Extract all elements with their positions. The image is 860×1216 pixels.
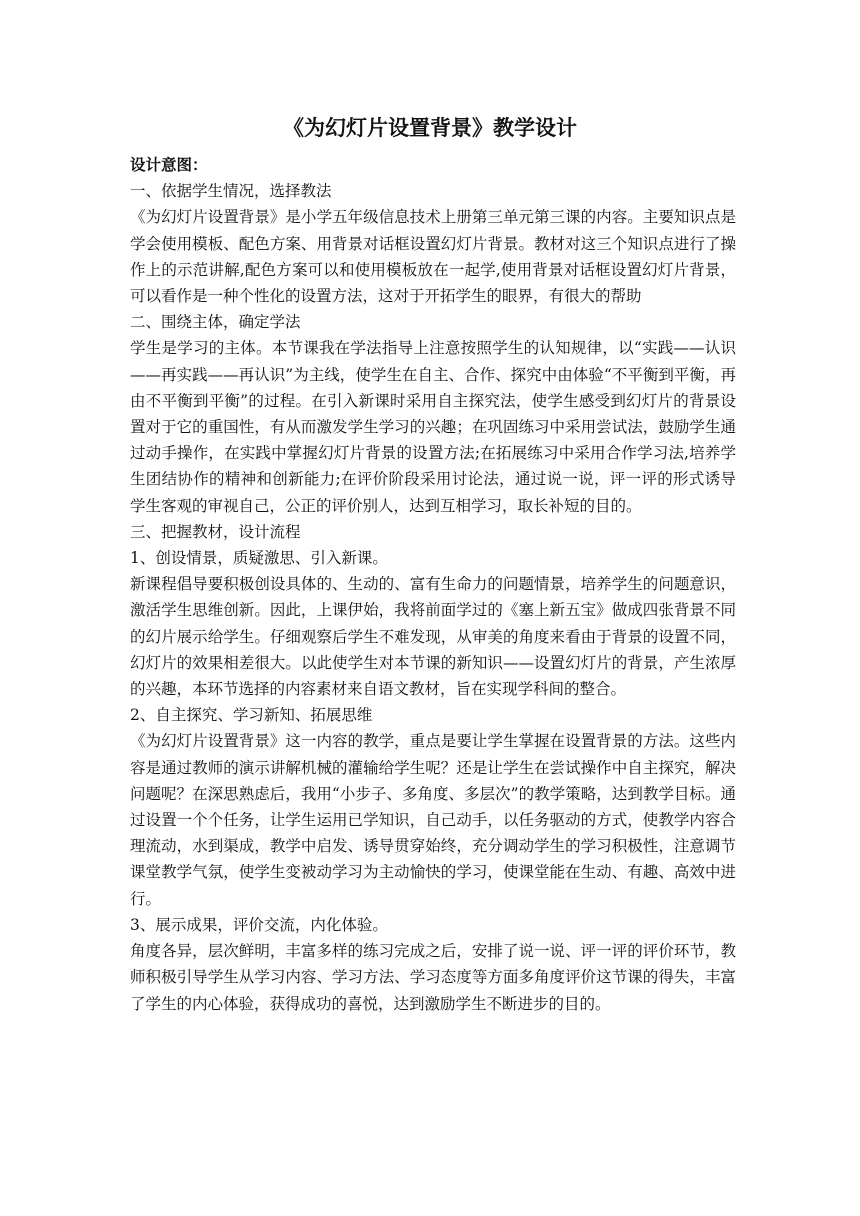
step-heading: 3、展示成果，评价交流，内化体验。 bbox=[130, 915, 388, 934]
step-heading: 1、创设情景，质疑激思、引入新课。 bbox=[130, 549, 388, 568]
section-heading: 二、围绕主体，确定学法 bbox=[130, 313, 301, 332]
intent-heading: 设计意图： bbox=[130, 155, 208, 174]
document-title: 《为幻灯片设置背景》教学设计 bbox=[283, 115, 577, 140]
step-paragraph: 角度各异，层次鲜明，丰富多样的练习完成之后，安排了说一说、评一评的评价环节，教师积极引导学生从学习内容、学习方法、学习态度等方面多角度评价这节课的得失，丰富了学生的内心体验，获得成功的喜悦，达到激励学生不断进步的目的。 bbox=[130, 942, 736, 1013]
step-paragraph: 新课程倡导要积极创设具体的、生动的、富有生命力的问题情景，培养学生的问题意识，激活学生思维创新。因此，上课伊始，我将前面学过的《塞上新五宝》做成四张背景不同的幻片展示给学生。仔细观察后学生不难发现，从审美的角度来看由于背景的设置不同，幻灯片的效果相差很大。以此使学生对本节课的新知识——设置幻灯片的背景，产生浓厚的兴趣，本环节选择的内容素材来自语文教材，旨在实现学科间的整合。 bbox=[130, 575, 736, 699]
section-heading: 三、把握教材，设计流程 bbox=[130, 522, 301, 541]
step-paragraph: 《为幻灯片设置背景》这一内容的教学，重点是要让学生掌握在设置背景的方法。这些内容是通过教师的演示讲解机械的灌输给学生呢？还是让学生在尝试操作中自主探究，解决问题呢？在深思熟虑后，我用“小步子、多角度、多层次”的教学策略，达到教学目标。通过设置一个个任务，让学生运用已学知识，自己动手，以任务驱动的方式，使教学内容合理流动，水到渠成，教学中启发、诱导贯穿始终，充分调动学生的学习积极性，注意调节课堂教学气氛，使学生变被动学习为主动愉快的学习，使课堂能在生动、有趣、高效中进行。 bbox=[130, 732, 736, 908]
section-paragraph: 《为幻灯片设置背景》是小学五年级信息技术上册第三单元第三课的内容。主要知识点是学会使用模板、配色方案、用背景对话框设置幻灯片背景。教材对这三个知识点进行了操作上的示范讲解,配色方案可以和使用模板放在一起学,使用背景对话框设置幻灯片背景，可以看作是一种个性化的设置方法，这对于开拓学生的眼界，有很大的帮助 bbox=[130, 208, 736, 306]
document-body bbox=[130, 152, 736, 1017]
section-paragraph: 学生是学习的主体。本节课我在学法指导上注意按照学生的认知规律，以“实践——认识——再实践——再认识”为主线，使学生在自主、合作、探究中由体验“不平衡到平衡，再由不平衡到平衡”的过程。在引入新课时采用自主探究法，使学生感受到幻灯片的背景设置对于它的重国性，有从而激发学生学习的兴趣；在巩固练习中采用尝试法，鼓励学生通过动手操作，在实践中掌握幻灯片背景的设置方法;在拓展练习中采用合作学习法,培养学生团结协作的精神和创新能力;在评价阶段采用讨论法，通过说一说，评一评的形式诱导学生客观的审视自己，公正的评价别人，达到互相学习，取长补短的目的。 bbox=[130, 339, 736, 515]
step-heading: 2、自主探究、学习新知、拓展思维 bbox=[130, 706, 373, 725]
section-heading: 一、依据学生情况，选择教法 bbox=[130, 182, 332, 201]
